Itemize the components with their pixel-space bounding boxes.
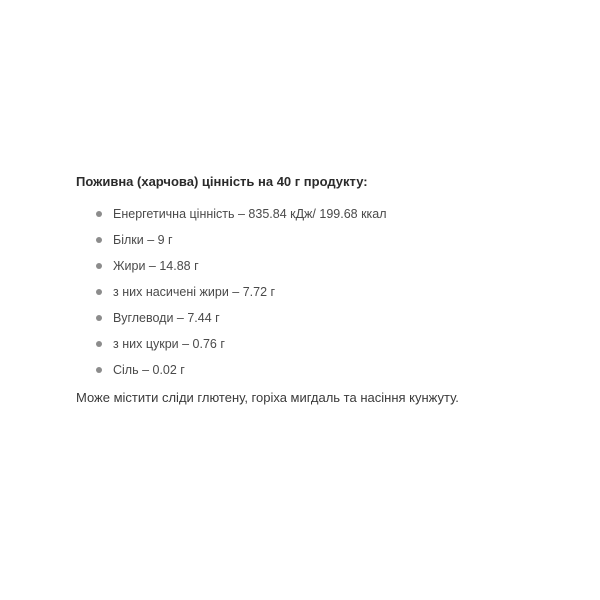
nutrient-salt: Сіль – 0.02 г	[113, 363, 185, 377]
nutrition-heading: Поживна (харчова) цінність на 40 г продукту:	[76, 174, 368, 189]
list-item	[96, 283, 576, 309]
nutrient-carbohydrates: Вуглеводи – 7.44 г	[113, 311, 220, 325]
nutrient-sugars: з них цукри – 0.76 г	[113, 337, 225, 351]
bullet-icon	[96, 237, 102, 243]
bullet-icon	[96, 263, 102, 269]
bullet-icon	[96, 367, 102, 373]
nutrient-list	[76, 205, 576, 387]
nutrient-protein: Білки – 9 г	[113, 233, 173, 247]
bullet-icon	[96, 341, 102, 347]
bullet-icon	[96, 211, 102, 217]
allergen-note: Може містити сліди глютену, горіха мигдаль та насіння кунжуту.	[76, 390, 459, 405]
list-item	[96, 309, 576, 335]
list-item	[96, 335, 576, 361]
nutrient-saturated-fat: з них насичені жири – 7.72 г	[113, 285, 276, 299]
nutrient-energy: Енергетична цінність – 835.84 кДж/ 199.68 ккал	[113, 207, 387, 221]
list-item	[96, 205, 576, 231]
bullet-icon	[96, 289, 102, 295]
bullet-icon	[96, 315, 102, 321]
nutrient-fat: Жири – 14.88 г	[113, 259, 199, 273]
list-item	[96, 231, 576, 257]
list-item	[96, 361, 576, 387]
list-item	[96, 257, 576, 283]
nutrition-section	[76, 173, 576, 407]
